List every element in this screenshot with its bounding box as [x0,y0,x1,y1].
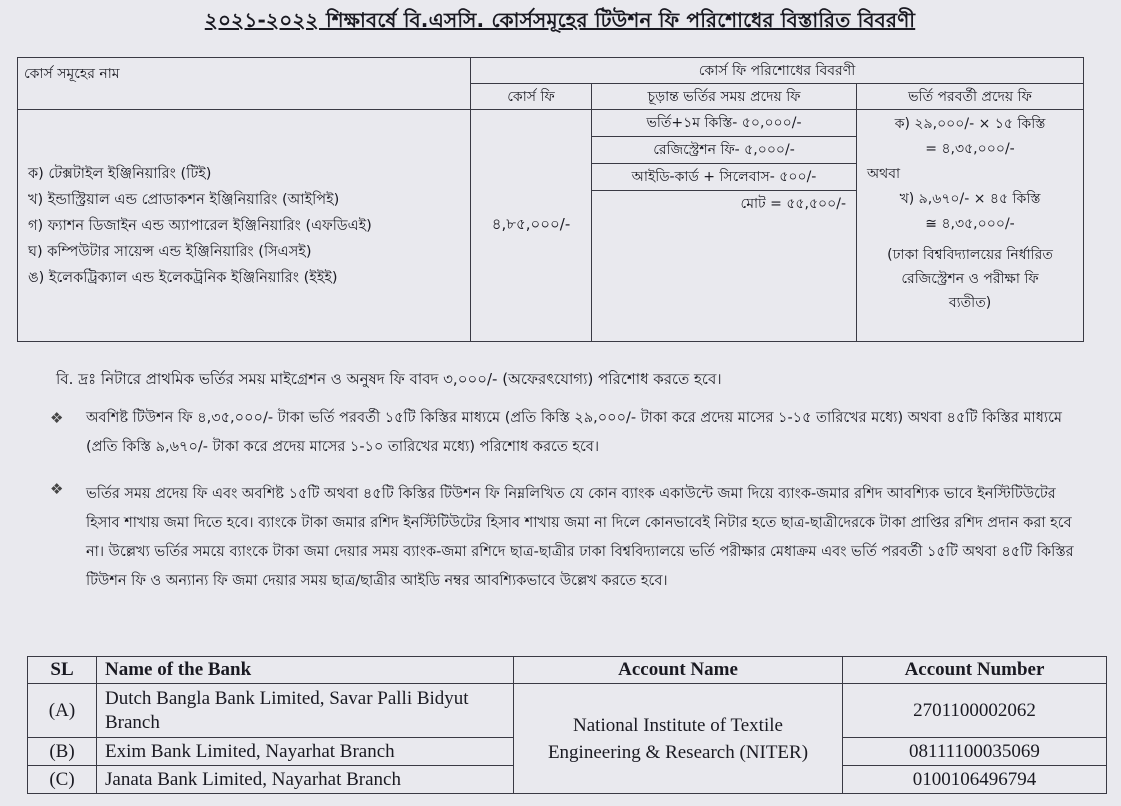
post-option-a-total: = ৪,৩৫,০০০/- [925,141,1015,157]
admission-fee-cell [592,110,857,342]
bank-header-name: Name of the Bank [97,657,514,684]
bank-header-sl: SL [28,657,97,684]
admission-item: আইডি-কার্ড + সিলেবাস- ৫০০/- [592,164,856,191]
bank-row-sl: (C) [28,766,97,794]
bank-row-number: 0100106496794 [843,766,1107,794]
bank-header-account-number: Account Number [843,657,1107,684]
page-title: ২০২১-২০২২ শিক্ষাবর্ষে বি.এসসি. কোর্সসমূহের টিউশন ফি পরিশোধের বিস্তারিত বিবরণী [204,8,916,32]
course-fee-header: কোর্স ফি [471,84,592,110]
course-item: ক) টেক্সটাইল ইঞ্জিনিয়ারিং (টিই) [28,165,212,182]
post-option-b: খ) ৯,৬৭০/- × ৪৫ কিস্তি [899,191,1041,207]
bullet-text: অবশিষ্ট টিউশন ফি ৪,৩৫,০০০/- টাকা ভর্তি পরবর্তী ১৫টি কিস্তির মাধ্যমে (প্রতি কিস্তি ২৯,০০০/- টাকা করে প্রদেয় মাসের ১-১৫ তারিখের মধ্যে) অথবা ৪৫টি কিস্তির মাধ্যমে (প্রতি কিস্তি ৯,৬৭০/- টাকা করে প্রদেয় মাসের ১-১০ তারিখের মধ্যে) পরিশোধ করতে হবে। [86,410,1062,455]
course-item: ঙ) ইলেকট্রিক্যাল এন্ড ইলেকট্রনিক ইঞ্জিনিয়ারিং (ইইই) [28,269,338,286]
bullet-text: ভর্তির সময় প্রদেয় ফি এবং অবশিষ্ট ১৫টি অথবা ৪৫টি কিস্তির টিউশন ফি নিম্নলিখিত যে কোন ব্যাংক একাউন্টে জমা দিয়ে ব্যাংক-জমার রশিদ আবশ্যিক ভাবে ইনস্টিটিউটের হিসাব শাখায় জমা দিতে হবে। ব্যাংকে টাকা জমার রশিদ ইনস্টিটিউটের হিসাব শাখায় জমা না দিলে কোনভাবেই নিটার হতে ছাত্র-ছাত্রীদেরকে টাকা প্রাপ্তির রশিদ প্রদান করা হবে না। উল্লেখ্য ভর্তির সময়ে ব্যাংকে টাকা জমা দেয়ার সময় ব্যাংক-জমা রশিদে ছাত্র-ছাত্রীর ঢাকা বিশ্ববিদ্যালয়ে ভর্তি পরীক্ষার মেধাক্রম এবং ভর্তি পরবর্তী ১৫টি অথবা ৪৫টি কিস্তির টিউশন ফি ও অন্যান্য ফি জমা দেয়ার সময় ছাত্র/ছাত্রীর আইডি নম্বর আবশ্যিকভাবে উল্লেখ করতে হবে। [86,486,1074,589]
bank-row-number: 2701100002062 [843,684,1107,738]
bank-row-sl: (B) [28,738,97,766]
post-note: (ঢাকা বিশ্ববিদ্যালয়ের নির্ধারিত রেজিস্ট্রেশন ও পরীক্ষা ফি ব্যতীত) [887,247,1053,311]
bank-table [27,656,1107,794]
course-list [18,110,471,342]
admission-item: ভর্তি+১ম কিস্তি- ৫০,০০০/- [592,110,856,137]
account-name: National Institute of Textile Engineering & Research (NITER) [514,684,843,794]
fee-table [17,57,1084,342]
bank-row-name: Janata Bank Limited, Nayarhat Branch [97,766,514,794]
fee-details-header: কোর্স ফি পরিশোধের বিবরণী [471,58,1084,84]
post-admission-cell [857,110,1084,342]
post-option-b-total: ≅ ৪,৩৫,০০০/- [925,216,1015,232]
course-header: কোর্স সমূহের নাম [18,58,471,110]
bank-row-number: 08111100035069 [843,738,1107,766]
bank-row-name: Dutch Bangla Bank Limited, Savar Palli Bidyut Branch [97,684,514,738]
post-admission-header: ভর্তি পরবর্তী প্রদেয় ফি [857,84,1084,110]
course-fee-value: ৪,৮৫,০০০/- [471,110,592,342]
bank-header-account-name: Account Name [514,657,843,684]
admission-total: মোট = ৫৫,৫০০/- [740,196,846,212]
course-item: গ) ফ্যাশন ডিজাইন এন্ড অ্যাপারেল ইঞ্জিনিয়ারিং (এফডিএই) [28,217,372,234]
admission-item: রেজিস্ট্রেশন ফি- ৫,০০০/- [592,137,856,164]
bullet-icon: ❖ [50,409,64,427]
bank-row-name: Exim Bank Limited, Nayarhat Branch [97,738,514,766]
course-item: খ) ইন্ডাস্ট্রিয়াল এন্ড প্রোডাকশন ইঞ্জিনিয়ারিং (আইপিই) [28,191,340,208]
bullet-item [50,404,1090,462]
bullet-icon: ❖ [50,480,64,498]
note: বি. দ্রঃ নিটারে প্রাথমিক ভর্তির সময় মাইগ্রেশন ও অনুষদ ফি বাবদ ৩,০০০/- (অফেরৎযোগ্য) পরিশোধ করতে হবে। [56,370,722,388]
post-option-a: ক) ২৯,০০০/- × ১৫ কিস্তি [894,116,1046,132]
post-or: অথবা [867,166,901,182]
course-item: ঘ) কম্পিউটার সায়েন্স এন্ড ইঞ্জিনিয়ারিং (সিএসই) [28,243,312,260]
bullet-item [50,480,1090,596]
bank-row-sl: (A) [28,684,97,738]
final-admission-header: চূড়ান্ত ভর্তির সময় প্রদেয় ফি [592,84,857,110]
